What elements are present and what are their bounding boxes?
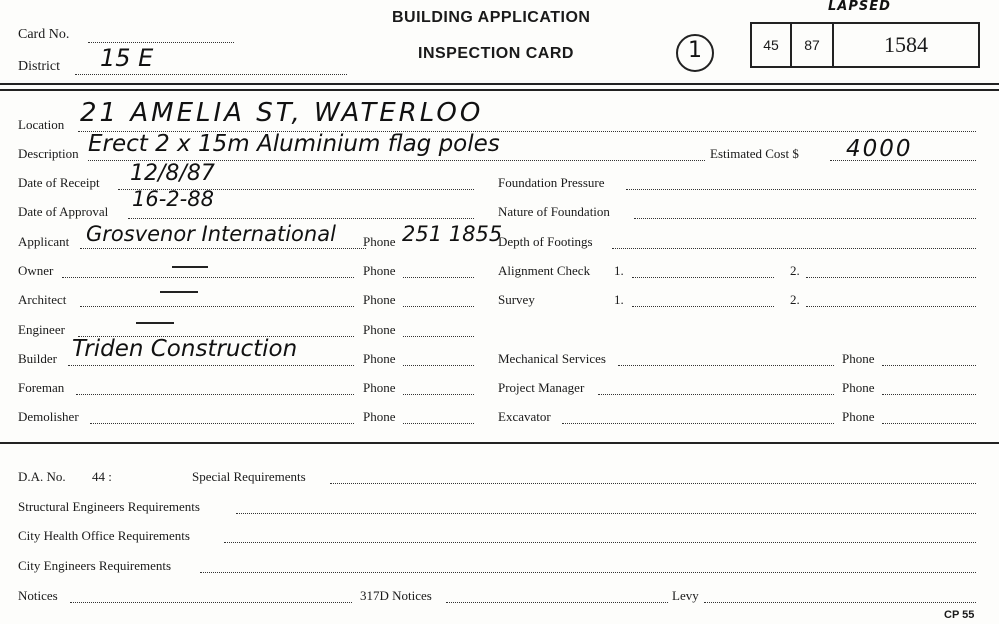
card-no-label: Card No. (18, 27, 70, 42)
description-value: Erect 2 x 15m Aluminium flag poles (88, 131, 500, 157)
notices-field[interactable] (70, 602, 352, 603)
excavator-label: Excavator (498, 409, 551, 424)
survey-2-label: 2. (790, 292, 800, 307)
da-value: 44 : (92, 469, 112, 484)
card-no-field[interactable] (88, 42, 234, 43)
nature-foundation-label: Nature of Foundation (498, 204, 610, 219)
applicant-field[interactable] (80, 248, 366, 249)
receipt-label: Date of Receipt (18, 175, 100, 190)
project-manager-phone-label: Phone (842, 380, 875, 395)
alignment-2-label: 2. (790, 263, 800, 278)
notices-317d-label: 317D Notices (360, 588, 432, 603)
builder-phone-field[interactable] (403, 365, 474, 366)
header-divider-secondary (0, 89, 999, 91)
da-label: D.A. No. (18, 469, 66, 484)
foundation-pressure-label: Foundation Pressure (498, 175, 605, 190)
foreman-label: Foreman (18, 380, 65, 395)
architect-blank-mark (160, 291, 198, 293)
alignment-1-label: 1. (614, 263, 624, 278)
excavator-phone-field[interactable] (882, 423, 976, 424)
lapsed-note: LAPSED (828, 0, 891, 14)
form-title-line1: BUILDING APPLICATION (392, 9, 591, 26)
builder-field[interactable] (68, 365, 354, 366)
foreman-field[interactable] (76, 394, 354, 395)
engineer-phone-label: Phone (363, 322, 396, 337)
applicant-value: Grosvenor International (86, 222, 336, 246)
receipt-value: 12/8/87 (130, 161, 215, 186)
description-label: Description (18, 146, 79, 161)
alignment-2-field[interactable] (806, 277, 976, 278)
architect-phone-field[interactable] (403, 306, 474, 307)
owner-phone-field[interactable] (403, 277, 474, 278)
engineer-phone-field[interactable] (403, 336, 474, 337)
project-manager-label: Project Manager (498, 380, 585, 395)
builder-phone-label: Phone (363, 351, 396, 366)
structural-label: Structural Engineers Requirements (18, 499, 200, 514)
owner-field[interactable] (62, 277, 354, 278)
mechanical-phone-label: Phone (842, 351, 875, 366)
architect-field[interactable] (80, 306, 354, 307)
section-divider (0, 442, 999, 444)
card-number: 1584 (884, 32, 928, 57)
owner-blank-mark (172, 266, 208, 268)
mechanical-field[interactable] (618, 365, 834, 366)
ref-cell-b: 87 (792, 24, 834, 66)
district-value: 15 E (100, 44, 154, 72)
architect-phone-label: Phone (363, 292, 396, 307)
alignment-1-field[interactable] (632, 277, 774, 278)
circled-number: 1 (688, 38, 702, 63)
health-field[interactable] (224, 542, 976, 543)
survey-1-field[interactable] (632, 306, 774, 307)
architect-label: Architect (18, 292, 67, 307)
structural-field[interactable] (236, 513, 976, 514)
demolisher-label: Demolisher (18, 409, 79, 424)
foundation-pressure-field[interactable] (626, 189, 976, 190)
project-manager-field[interactable] (598, 394, 834, 395)
district-label: District (18, 59, 60, 74)
district-field[interactable] (75, 74, 347, 75)
reference-box (750, 22, 980, 68)
depth-footings-field[interactable] (612, 248, 976, 249)
excavator-field[interactable] (562, 423, 834, 424)
applicant-label: Applicant (18, 234, 70, 249)
foreman-phone-label: Phone (363, 380, 396, 395)
special-requirements-label: Special Requirements (192, 469, 306, 484)
health-label: City Health Office Requirements (18, 528, 190, 543)
city-engineers-label: City Engineers Requirements (18, 558, 172, 573)
header-divider (0, 83, 999, 85)
owner-phone-label: Phone (363, 263, 396, 278)
mechanical-label: Mechanical Services (498, 351, 606, 366)
location-value: 21 AMELIA ST, WATERLOO (80, 98, 484, 128)
notices-317d-field[interactable] (446, 602, 668, 603)
engineer-blank-mark (136, 322, 174, 324)
demolisher-phone-field[interactable] (403, 423, 474, 424)
form-title-line2: INSPECTION CARD (418, 45, 574, 62)
owner-label: Owner (18, 263, 54, 278)
estimated-cost-label: Estimated Cost $ (710, 146, 799, 161)
demolisher-field[interactable] (90, 423, 354, 424)
project-manager-phone-field[interactable] (882, 394, 976, 395)
approval-field[interactable] (128, 218, 474, 219)
location-label: Location (18, 117, 65, 132)
levy-field[interactable] (704, 602, 976, 603)
notices-label: Notices (18, 588, 58, 603)
special-requirements-field[interactable] (330, 483, 976, 484)
circled-number-stamp (676, 34, 714, 72)
estimated-cost-value: 4000 (846, 136, 913, 162)
builder-value: Triden Construction (72, 336, 298, 362)
alignment-label: Alignment Check (498, 263, 591, 278)
form-code: CP 55 (944, 609, 975, 621)
demolisher-phone-label: Phone (363, 409, 396, 424)
survey-label: Survey (498, 292, 535, 307)
engineer-label: Engineer (18, 322, 65, 337)
approval-label: Date of Approval (18, 204, 109, 219)
approval-value: 16-2-88 (132, 187, 214, 211)
builder-label: Builder (18, 351, 57, 366)
excavator-phone-label: Phone (842, 409, 875, 424)
mechanical-phone-field[interactable] (882, 365, 976, 366)
applicant-phone-value: 251 1855 (402, 222, 503, 246)
survey-2-field[interactable] (806, 306, 976, 307)
levy-label: Levy (672, 588, 699, 603)
applicant-phone-label: Phone (363, 234, 396, 249)
depth-footings-label: Depth of Footings (498, 234, 593, 249)
ref-cell-a: 45 (752, 24, 792, 66)
city-engineers-field[interactable] (200, 572, 976, 573)
foreman-phone-field[interactable] (403, 394, 474, 395)
survey-1-label: 1. (614, 292, 624, 307)
nature-foundation-field[interactable] (634, 218, 976, 219)
